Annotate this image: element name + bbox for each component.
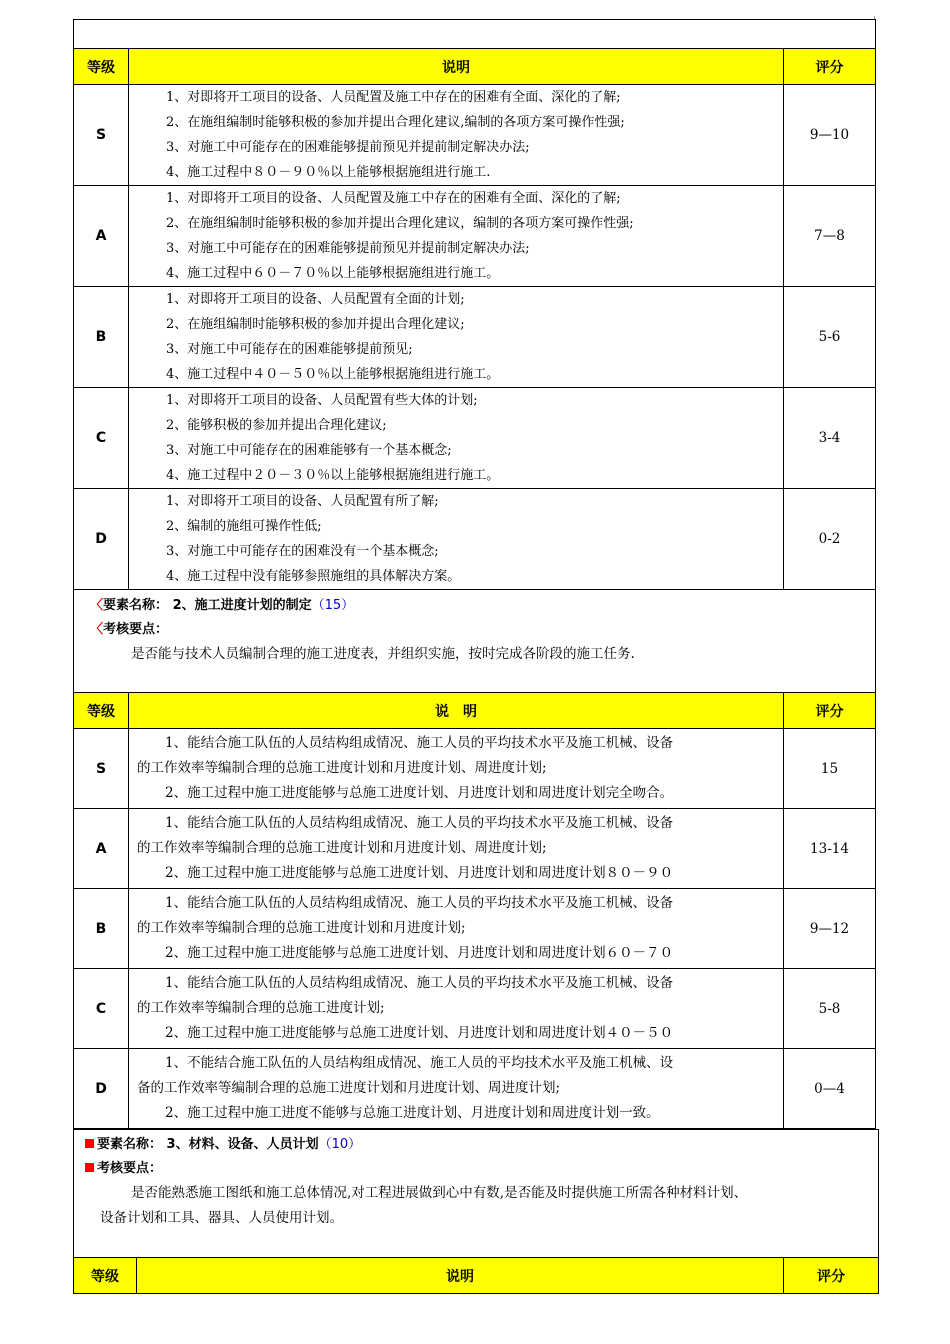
row-description <box>129 729 784 809</box>
desc-line: 3、对施工中可能存在的困难能够提前预见并提前制定解决办法; <box>166 140 530 155</box>
row-description <box>129 85 784 186</box>
element-3-key-text-1: 是否能熟悉施工图纸和施工总体情况,对工程进展做到心中有数,是否能及时提供施工所需各种材料计划、 <box>131 1185 748 1201</box>
desc-line: 4、施工过程中８０－９０％以上能够根据施组进行施工. <box>166 165 491 180</box>
row-level: A <box>74 186 129 287</box>
desc-line: 2、在施组编制时能够积极的参加并提出合理化建议,编制的各项方案可操作性强; <box>166 115 625 130</box>
header-level: 等级 <box>74 693 129 729</box>
row-level: D <box>74 1049 129 1129</box>
row-score: 5-6 <box>784 287 876 388</box>
desc-line: 2、施工过程中施工进度能够与总施工进度计划、月进度计划和周进度计划４０－５０ <box>165 1025 674 1041</box>
row-level: B <box>74 287 129 388</box>
table-row <box>74 489 876 590</box>
desc-line: 2、编制的施组可操作性低; <box>166 519 322 534</box>
desc-line: 1、对即将开工项目的设备、人员配置有些大体的计划; <box>166 393 478 408</box>
row-description <box>129 287 784 388</box>
element-2-key-marker: 〈 <box>90 622 104 637</box>
table-row <box>74 388 876 489</box>
desc-line: 3、对施工中可能存在的困难能够提前预见并提前制定解决办法; <box>166 241 530 256</box>
desc-line: 1、对即将开工项目的设备、人员配置有全面的计划; <box>166 292 465 307</box>
desc-line: 1、对即将开工项目的设备、人员配置有所了解; <box>166 494 439 509</box>
desc-line: 4、施工过程中没有能够参照施组的具体解决方案。 <box>166 569 461 584</box>
element-3-name-text: 3、材料、设备、人员计划 <box>166 1137 319 1152</box>
header-score: 评分 <box>784 693 876 729</box>
desc-line: 1、对即将开工项目的设备、人员配置及施工中存在的困难有全面、深化的了解; <box>166 90 621 105</box>
desc-line: 2、在施组编制时能够积极的参加并提出合理化建议，编制的各项方案可操作性强; <box>166 216 634 231</box>
row-score: 7—8 <box>784 186 876 287</box>
row-description <box>129 1049 784 1129</box>
desc-line: 1、能结合施工队伍的人员结构组成情况、施工人员的平均技术水平及施工机械、设备 <box>165 895 674 911</box>
top-blank-row <box>74 20 876 49</box>
header-level: 等级 <box>74 49 129 85</box>
header-desc: 说明 <box>137 1258 784 1294</box>
grading-table-3 <box>73 1129 879 1294</box>
header-score: 评分 <box>784 1258 879 1294</box>
desc-line: 4、施工过程中２０－３０％以上能够根据施组进行施工。 <box>166 468 500 483</box>
element-2-key-text: 是否能与技术人员编制合理的施工进度表，并组织实施，按时完成各阶段的施工任务. <box>131 646 635 662</box>
row-score: 5-8 <box>784 969 876 1049</box>
element-3-name-label: 要素名称： <box>97 1137 163 1152</box>
row-score: 9—12 <box>784 889 876 969</box>
header-desc: 说 明 <box>129 693 784 729</box>
element-2-name-text: 2、施工进度计划的制定 <box>172 598 312 613</box>
row-score: 9—10 <box>784 85 876 186</box>
desc-line: 备的工作效率等编制合理的总施工进度计划和月进度计划、周进度计划; <box>137 1080 561 1096</box>
desc-line: 1、对即将开工项目的设备、人员配置及施工中存在的困难有全面、深化的了解; <box>166 191 621 206</box>
desc-line: 2、施工过程中施工进度能够与总施工进度计划、月进度计划和周进度计划６０－７０ <box>165 945 674 961</box>
row-score: 3-4 <box>784 388 876 489</box>
red-square-icon <box>85 1163 94 1172</box>
table-2-header <box>74 693 876 729</box>
table-row <box>74 287 876 388</box>
element-2-marker: 〈 <box>90 598 104 613</box>
row-score: 0—4 <box>784 1049 876 1129</box>
desc-line: 1、能结合施工队伍的人员结构组成情况、施工人员的平均技术水平及施工机械、设备 <box>165 815 674 831</box>
element-3-key-label: 考核要点： <box>97 1161 163 1176</box>
grading-table-1 <box>73 19 876 1129</box>
row-level: A <box>74 809 129 889</box>
header-level: 等级 <box>74 1258 137 1294</box>
element-2-key-heading <box>90 618 875 642</box>
table-row <box>74 729 876 809</box>
row-description <box>129 489 784 590</box>
table-row <box>74 85 876 186</box>
row-description <box>129 809 784 889</box>
row-level: B <box>74 889 129 969</box>
element-3-key-heading <box>85 1157 878 1181</box>
row-description <box>129 969 784 1049</box>
desc-line: 3、对施工中可能存在的困难没有一个基本概念; <box>166 544 439 559</box>
desc-line: 4、施工过程中４０－５０％以上能够根据施组进行施工。 <box>166 367 500 382</box>
row-level: S <box>74 729 129 809</box>
row-description <box>129 889 784 969</box>
element-2-name <box>90 594 875 618</box>
row-description <box>129 186 784 287</box>
desc-line: 2、能够积极的参加并提出合理化建议; <box>166 418 387 433</box>
element-3-name <box>85 1133 878 1157</box>
table-1-header <box>74 49 876 85</box>
row-level: C <box>74 388 129 489</box>
desc-line: 的工作效率等编制合理的总施工进度计划和月进度计划、周进度计划; <box>137 840 547 856</box>
table-row <box>74 969 876 1049</box>
row-score: 0-2 <box>784 489 876 590</box>
table-row <box>74 186 876 287</box>
desc-line: 2、施工过程中施工进度不能够与总施工进度计划、月进度计划和周进度计划一致。 <box>165 1105 660 1121</box>
row-description <box>129 388 784 489</box>
red-square-icon <box>85 1139 94 1148</box>
row-score: 15 <box>784 729 876 809</box>
element-3-points: （10） <box>318 1137 362 1152</box>
desc-line: 1、能结合施工队伍的人员结构组成情况、施工人员的平均技术水平及施工机械、设备 <box>165 735 674 751</box>
row-level: D <box>74 489 129 590</box>
element-2-key-label: 考核要点： <box>103 622 169 637</box>
row-score: 13-14 <box>784 809 876 889</box>
row-level: C <box>74 969 129 1049</box>
element-2-points: （15） <box>311 598 355 613</box>
element-2-name-label: 要素名称： <box>103 598 169 613</box>
table-3-header <box>74 1258 879 1294</box>
desc-line: 1、不能结合施工队伍的人员结构组成情况、施工人员的平均技术水平及施工机械、设 <box>165 1055 674 1071</box>
element-3-key-text-2: 设备计划和工具、器具、人员使用计划。 <box>100 1210 343 1226</box>
header-score: 评分 <box>784 49 876 85</box>
desc-line: 1、能结合施工队伍的人员结构组成情况、施工人员的平均技术水平及施工机械、设备 <box>165 975 674 991</box>
element-2-block <box>74 590 876 693</box>
desc-line: 3、对施工中可能存在的困难能够有一个基本概念; <box>166 443 452 458</box>
desc-line: 3、对施工中可能存在的困难能够提前预见; <box>166 342 413 357</box>
row-level: S <box>74 85 129 186</box>
table-row <box>74 889 876 969</box>
desc-line: 的工作效率等编制合理的总施工进度计划和月进度计划; <box>137 920 466 936</box>
header-desc: 说明 <box>129 49 784 85</box>
table-row <box>74 1049 876 1129</box>
desc-line: 4、施工过程中６０－７０％以上能够根据施组进行施工。 <box>166 266 500 281</box>
element-3-block <box>74 1130 879 1258</box>
table-row <box>74 809 876 889</box>
desc-line: 2、在施组编制时能够积极的参加并提出合理化建议; <box>166 317 465 332</box>
desc-line: 的工作效率等编制合理的总施工进度计划和月进度计划、周进度计划; <box>137 760 547 776</box>
desc-line: 2、施工过程中施工进度能够与总施工进度计划、月进度计划和周进度计划８０－９０ <box>165 865 674 881</box>
desc-line: 的工作效率等编制合理的总施工进度计划; <box>137 1000 385 1016</box>
desc-line: 2、施工过程中施工进度能够与总施工进度计划、月进度计划和周进度计划完全吻合。 <box>165 785 674 801</box>
